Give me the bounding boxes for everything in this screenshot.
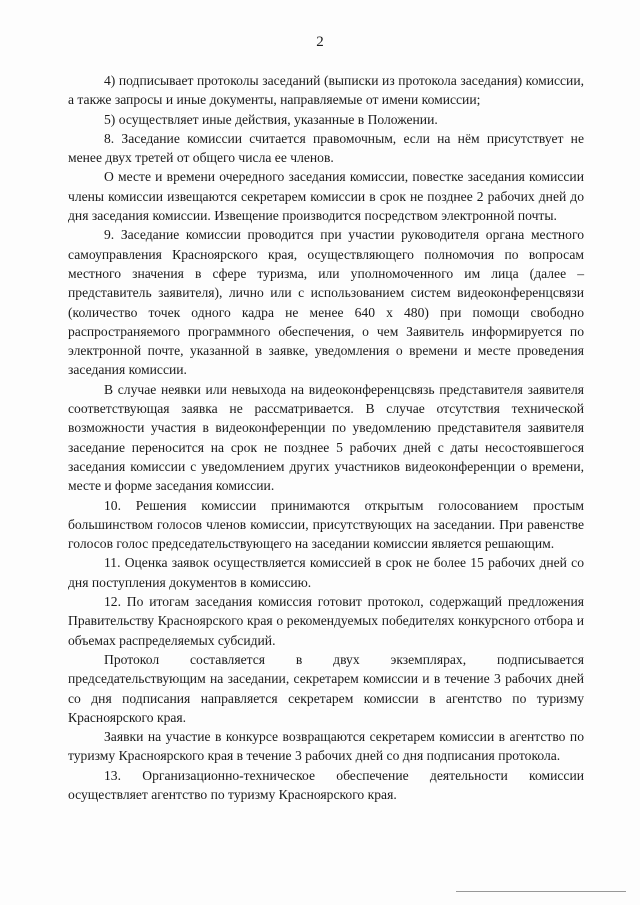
paragraph-13-support: 13. Организационно-техническое обеспечение деятельности комиссии осуществляет агентство по туризму Красноярского края. (68, 767, 584, 802)
paragraph-item-4-signing: 4) подписывает протоколы заседаний (выписки из протокола заседания) комиссии, а также запросы и иные документы, направляемые от имени комиссии; (68, 73, 584, 108)
paragraph-meeting-notice: О месте и времени очередного заседания комиссии, повестке заседания комиссии члены комиссии извещаются секретарем комиссии в срок не позднее 2 рабочих дней до дня заседания комиссии. Извещение производится посредством электронной почты. (68, 169, 584, 224)
paragraph-11-evaluation: 11. Оценка заявок осуществляется комиссией в срок не более 15 рабочих дней со дня поступления документов в комиссию. (68, 555, 584, 590)
bottom-divider (456, 891, 626, 892)
paragraph-protocol-copies: Протокол составляется в двух экземплярах, подписывается председательствующим на заседании, секретарем комиссии и в течение 3 рабочих дней со дня подписания направляется секретарем комиссии в агентство по туризму Красноярского края. (68, 651, 584, 725)
paragraph-9-participation: 9. Заседание комиссии проводится при участии руководителя органа местного самоуправления Красноярского края, осуществляющего полномочия по вопросам местного значения в сфере туризма, или уполномоченного им лица (далее – представитель заявителя), лично или с использованием систем видеоконференцсвязи (количество точек одного кадра не менее 640 х 480) при помощи свободно распространяемого программного обеспечения, о чем Заявитель информируется по электронной почте, указанной в заявке, уведомления о времени и месте проведения заседания комиссии. (68, 227, 584, 378)
paragraph-8-quorum: 8. Заседание комиссии считается правомочным, если на нём присутствует не менее двух третей от общего числа ее членов. (68, 130, 584, 166)
document-body (68, 71, 584, 804)
page-number: 2 (316, 34, 324, 50)
paragraph-no-show: В случае неявки или невыхода на видеоконференцсвязь представителя заявителя соответствующая заявка не рассматривается. В случае отсутствия технической возможности участия в видеоконференции по уведомлению представителя заявителя заседание переносится на срок не позднее 5 рабочих дней с даты несостоявшегося заседания комиссии с уведомлением других участников видеоконференции о времени, месте и форме заседания комиссии. (68, 381, 584, 494)
paragraph-10-decisions: 10. Решения комиссии принимаются открытым голосованием простым большинством голосов членов комиссии, присутствующих на заседании. При равенстве голосов голос председательствующего на заседании комиссии является решающим. (68, 497, 584, 552)
paragraph-item-5-other-actions: 5) осуществляет иные действия, указанные в Положении. (104, 111, 438, 127)
paragraph-applications-return: Заявки на участие в конкурсе возвращаются секретарем комиссии в агентство по туризму Красноярского края в течение 3 рабочих дней со дня подписания протокола. (68, 729, 584, 764)
paragraph-12-protocol: 12. По итогам заседания комиссия готовит протокол, содержащий предложения Правительству Красноярского края о рекомендуемых победителях конкурсного отбора и объемах распределяемых субсидий. (68, 594, 584, 648)
